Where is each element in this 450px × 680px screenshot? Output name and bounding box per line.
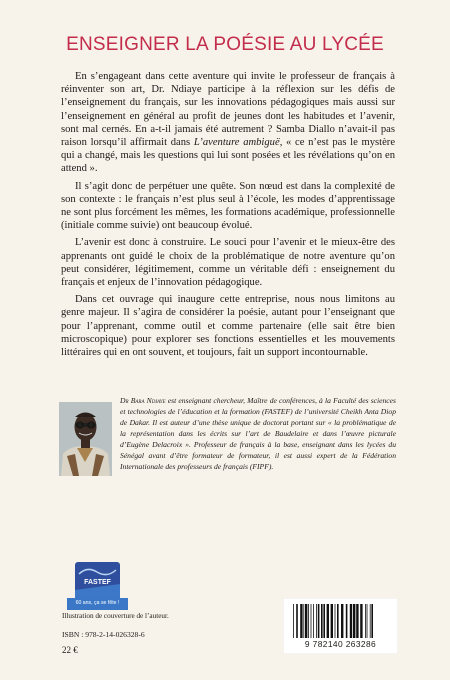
- barcode-bar: [313, 604, 314, 638]
- logo-tagline: 60 ans, ça se fête !: [75, 600, 120, 606]
- barcode-bar: [316, 604, 317, 638]
- author-name: Dr Bara Ndiaye: [120, 396, 166, 405]
- price: 22 €: [62, 645, 78, 655]
- barcode-bar: [337, 604, 339, 638]
- barcode-bar: [350, 604, 352, 638]
- blurb-paragraph: Dans cet ouvrage qui inaugure cette entreprise, nous nous limitons au genre majeur. Il s’agira de considérer la poésie, autant pour l’enseignant que pour l’apprenant, comme outil et comme partenaire (elle sait être bien microscopique) pour explorer ses fonctions essentielles et les mouvements littéraires qui en ont souvent, et toujours, fait un support incontournable.: [61, 294, 395, 359]
- barcode-bar: [360, 604, 362, 638]
- barcode-bar: [303, 604, 304, 638]
- barcode-bar: [331, 604, 333, 638]
- barcode-bar: [311, 604, 312, 638]
- barcode-bar: [341, 604, 343, 638]
- barcode-bar: [370, 604, 371, 638]
- blurb-paragraph: En s’engageant dans cette aventure qui invite le professeur de français à réinventer son art, Dr. Ndiaye participe à la réflexion sur les défis de l’enseignement du français, sur les innovations pédagogiques mais aussi sur l’enseignement en général au profit de jeunes dont les habitudes et l’avenir, sont mal cernés. En a-t-il jamais été autrement ? Samba Diallo n’avait-il pas raison lorsqu’il affirmait dans L’aventure ambiguë, « ce n’est pas le mystère qui a changé, mais les questions qui lui sont posées et les révélations qu’on en attend ».: [61, 71, 396, 175]
- author-bio-text: est enseignant chercheur, Maître de conférences, à la Faculté des sciences et technologies de l’éducation et la formation (FASTEF) de l’université Cheikh Anta Diop de Dakar. Il est auteur d’une thèse unique de doctorat portant sur « la problématique de la représentation dans les écrits sur l’art de Baudelaire et dans l’œuvre picturale d’Eugène Delacroix ». Professeur de français à la base, enseignant dans les lycées du Sénégal avant d’être formateur de formateur, il est aussi expert de la Fédération Internationale des professeurs de français (FIPF).: [120, 396, 397, 471]
- barcode-bar: [327, 604, 329, 638]
- barcode-bar: [300, 604, 302, 638]
- barcode-bar: [365, 604, 366, 638]
- barcode-bar: [335, 604, 336, 638]
- barcode-bar: [321, 604, 323, 638]
- isbn: ISBN : 978-2-14-026328-6: [62, 630, 145, 639]
- barcode-number: 9 782140 263286: [304, 639, 377, 649]
- author-bio: [120, 395, 396, 472]
- barcode-bar: [371, 604, 373, 638]
- barcode-bar: [318, 604, 320, 638]
- novel-title: L’aventure ambiguë: [193, 137, 280, 149]
- blurb-paragraph: Il s’agit donc de perpétuer une quête. Son nœud est dans la complexité de son contexte : le français n’est plus seul à l’école, les modes d’apprentissage ne sont plus forcément les mêmes, les formations académique, professionnelle (initiale comme suivie) ont beaucoup évolué.: [61, 180, 395, 232]
- barcode-bar: [293, 604, 294, 638]
- barcode-bar: [346, 604, 348, 638]
- barcode-bar: [296, 604, 298, 638]
- barcode-bar: [323, 604, 325, 638]
- barcode-bar: [308, 604, 309, 638]
- blurb-paragraph: L’avenir est donc à construire. Le souci pour l’avenir et le mieux-être des apprenants ont guidé le choix de la problématique de notre aventure qu’on peut considérer, légitimement, comme un véritable défi : enseignement du français et enjeux de l’innovation pédagogique.: [61, 237, 395, 289]
- fastef-logo: [67, 560, 128, 610]
- barcode-bar: [367, 604, 368, 638]
- barcode-bar: [353, 604, 355, 638]
- book-title: ENSEIGNER LA POÉSIE AU LYCÉE: [66, 34, 384, 55]
- blurb: [61, 70, 395, 363]
- author-photo: [59, 402, 112, 476]
- cover-illustration-credit: Illustration de couverture de l’auteur.: [62, 612, 169, 620]
- barcode-bar: [305, 604, 307, 638]
- barcode-bar: [356, 604, 358, 638]
- logo-name: FASTEF: [84, 579, 111, 586]
